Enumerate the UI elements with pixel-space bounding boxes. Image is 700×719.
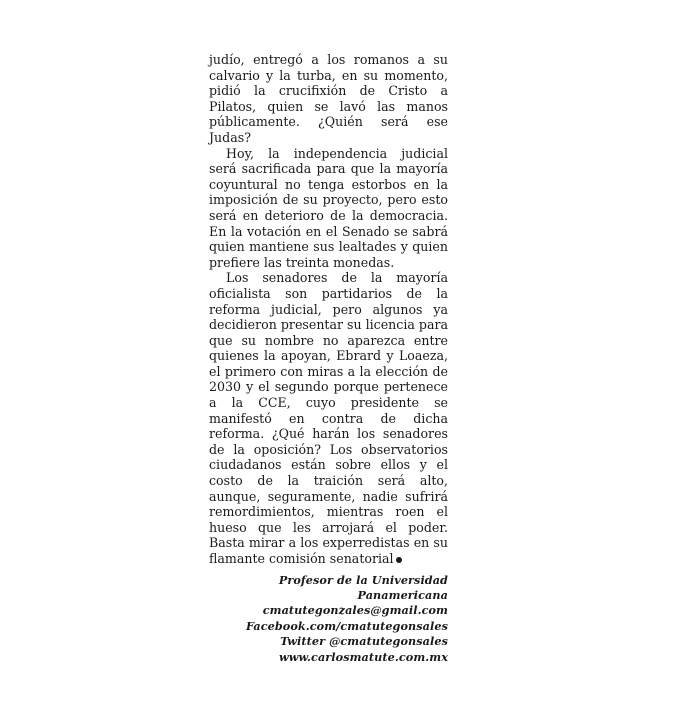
article-paragraph-text: Los senadores de la mayoría oficialista son partidarios de la reforma judicial, pero algunos ya decidieron presentar su licencia para que su nombre no aparezca entre quienes la apoyan, Ebrard y Loaeza, el primero con miras a la elección de 2030 y el segundo porque pertenece a la CCE, cuyo presidente se manifestó en contra de dicha reforma. ¿Qué harán los senadores de la oposición? Los observatorios ciudadanos están sobre ellos y el costo de la traición será alto, aunque, seguramente, nadie sufrirá remordimientos, mientras roen el hueso que les arrojará el poder. Basta mirar a los experredistas en su flamante comisión senatorial <box>209 270 448 566</box>
article-paragraph: judío, entregó a los romanos a su calvario y la turba, en su momento, pidió la crucifixión de Cristo a Pilatos, quien se lavó las manos públicamente. ¿Quién será ese Judas? <box>209 52 448 145</box>
author-title-line2: Panamericana <box>357 588 448 602</box>
author-email: cmatutegonzales@gmail.com <box>262 603 448 618</box>
author-facebook: Facebook.com/cmatutegonsales <box>245 618 448 633</box>
article-paragraph <box>209 270 448 566</box>
article-column <box>209 52 448 665</box>
article-paragraph: Hoy, la independencia judicial será sacrificada para que la mayoría coyuntural no tenga estorbos en la imposición de su proyecto, pero esto será en deterioro de la democracia. En la votación en el Senado se sabrá quien mantiene sus lealtades y quien prefiere las treinta monedas. <box>209 145 448 270</box>
author-signature <box>209 573 448 665</box>
author-twitter: Twitter @cmatutegonsales <box>280 634 448 649</box>
end-mark-icon <box>396 557 402 563</box>
author-title-line1: Profesor de la Universidad <box>278 572 448 587</box>
author-website: www.carlosmatute.com.mx <box>278 649 448 664</box>
